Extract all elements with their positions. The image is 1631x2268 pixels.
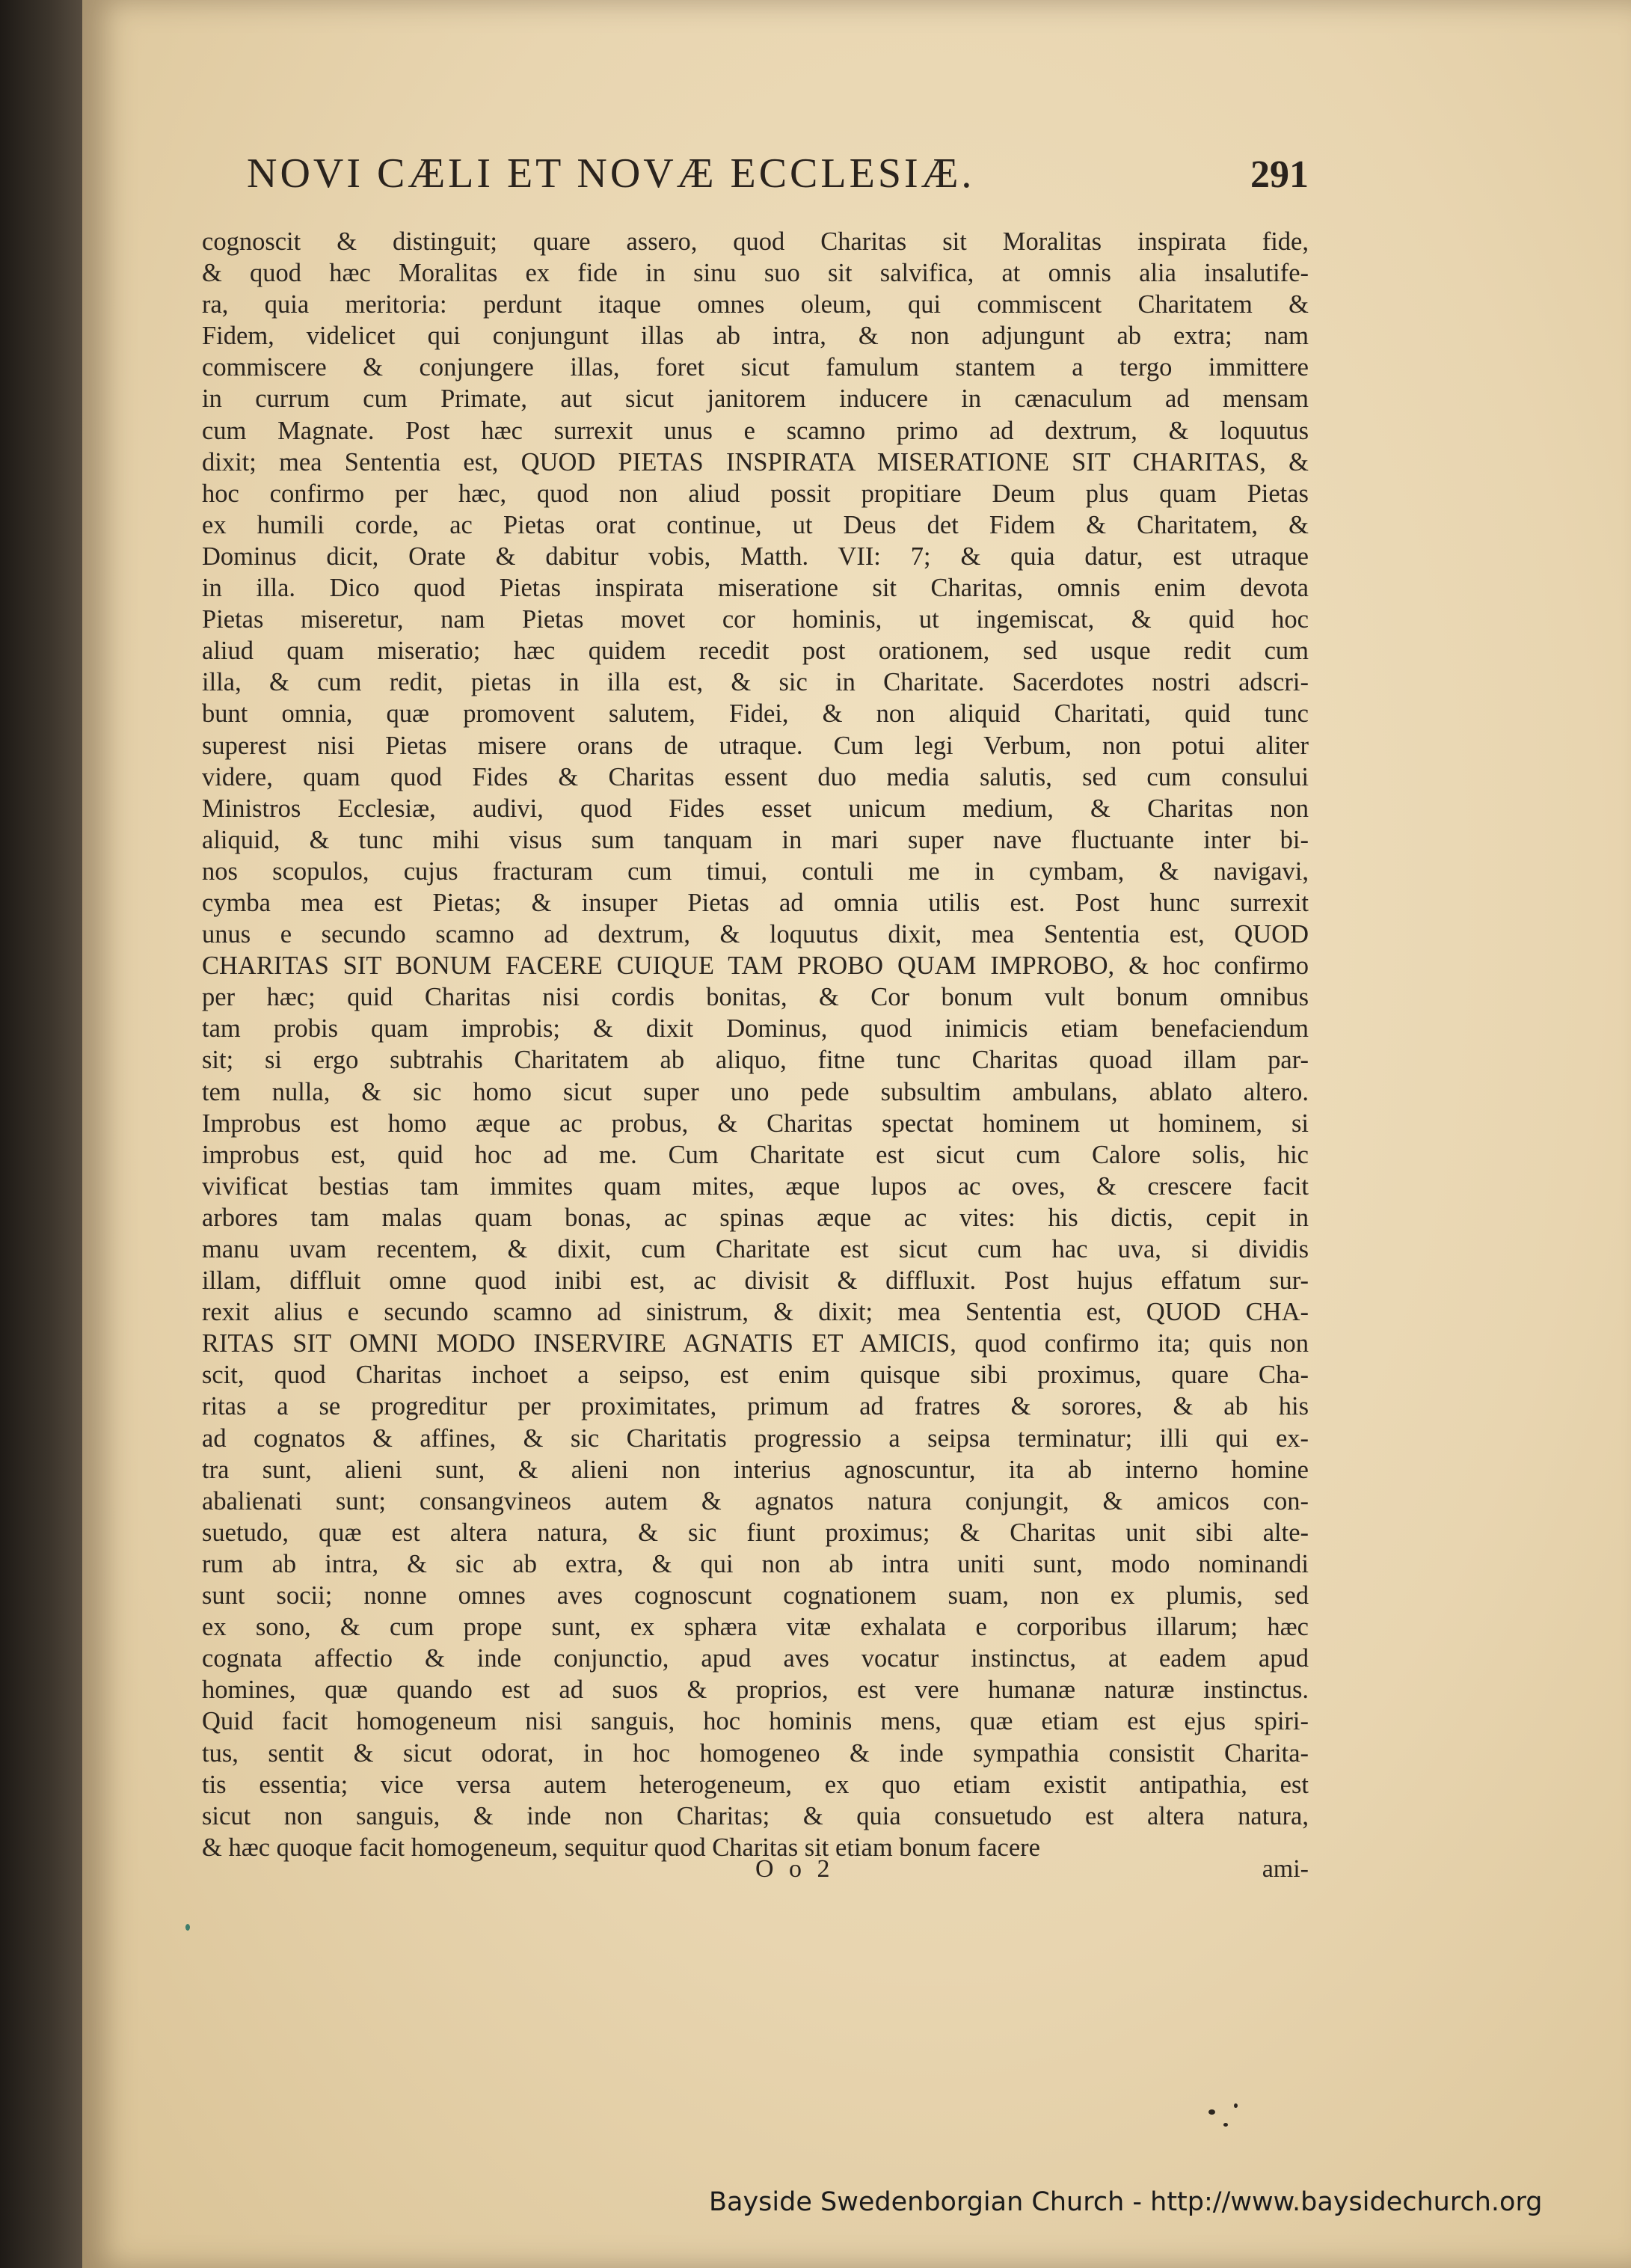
text-line: ex humili corde, ac Pietas orat continue, ut Deus det Fidem & Charitatem, &	[202, 510, 1309, 539]
text-line: in illa. Dico quod Pietas inspirata miseratione sit Charitas, omnis enim devota	[202, 574, 1309, 603]
page-footer	[202, 1855, 1309, 1884]
text-line: cognoscit & distinguit; quare assero, quod Charitas sit Moralitas inspirata fide,	[202, 227, 1309, 256]
text-line: Pietas miseretur, nam Pietas movet cor hominis, ut ingemiscat, & quid hoc	[202, 605, 1309, 634]
body-text	[202, 226, 1309, 1863]
text-line: ritas a se progreditur per proximitates, primum ad fratres & sorores, & ab his	[202, 1392, 1309, 1421]
ink-speck	[1208, 2109, 1215, 2115]
text-line: & quod hæc Moralitas ex fide in sinu suo sit salvifica, at omnis alia insalutife-	[202, 259, 1309, 288]
ink-speck	[185, 1924, 190, 1931]
text-line: Dominus dicit, Orate & dabitur vobis, Matth. VII: 7; & quia datur, est utraque	[202, 542, 1309, 571]
text-line: Fidem, videlicet qui conjungunt illas ab intra, & non adjungunt ab extra; nam	[202, 322, 1309, 351]
page-number: 291	[1250, 153, 1309, 196]
text-line: suetudo, quæ est altera natura, & sic fiunt proximus; & Charitas unit sibi alte-	[202, 1518, 1309, 1547]
text-line: superest nisi Pietas misere orans de utraque. Cum legi Verbum, non potui aliter	[202, 731, 1309, 760]
text-line: per hæc; quid Charitas nisi cordis bonitas, & Cor bonum vult bonum omnibus	[202, 983, 1309, 1012]
text-line: cymba mea est Pietas; & insuper Pietas ad omnia utilis est. Post hunc surrexit	[202, 888, 1309, 917]
text-line: dixit; mea Sententia est, QUOD PIETAS INSPIRATA MISERATIONE SIT CHARITAS, &	[202, 447, 1309, 476]
text-line: unus e secundo scamno ad dextrum, & loquutus dixit, mea Sententia est, QUOD	[202, 920, 1309, 949]
text-line: homines, quæ quando est ad suos & proprios, est vere humanæ naturæ instinctus.	[202, 1676, 1309, 1705]
text-line: tem nulla, & sic homo sicut super uno pede subsultim ambulans, ablato altero.	[202, 1077, 1309, 1106]
text-line: aliud quam miseratio; hæc quidem recedit post orationem, sed usque redit cum	[202, 637, 1309, 666]
text-line: scit, quod Charitas inchoet a seipso, est enim quisque sibi proximus, quare Cha-	[202, 1361, 1309, 1390]
text-line: Ministros Ecclesiæ, audivi, quod Fides esset unicum medium, & Charitas non	[202, 794, 1309, 823]
signature-mark: O o 2	[755, 1855, 835, 1883]
text-line: tis essentia; vice versa autem heterogeneum, ex quo etiam existit antipathia, est	[202, 1770, 1309, 1799]
text-line: Improbus est homo æque ac probus, & Charitas spectat hominem ut hominem, si	[202, 1109, 1309, 1138]
text-line: manu uvam recentem, & dixit, cum Charitate est sicut cum hac uva, si dividis	[202, 1235, 1309, 1263]
ink-speck	[1223, 2123, 1228, 2127]
text-line: ra, quia meritoria: perdunt itaque omnes oleum, qui commiscent Charitatem &	[202, 290, 1309, 319]
text-line: bunt omnia, quæ promovent salutem, Fidei, & non aliquid Charitati, quid tunc	[202, 699, 1309, 729]
text-line: RITAS SIT OMNI MODO INSERVIRE AGNATIS ET AMICIS, quod confirmo ita; quis non	[202, 1329, 1309, 1358]
watermark-text: Bayside Swedenborgian Church - http://www.baysidechurch.org	[709, 2187, 1543, 2217]
text-line: tam probis quam improbis; & dixit Dominus, quod inimicis etiam benefaciendum	[202, 1014, 1309, 1043]
running-head	[247, 150, 1309, 197]
text-line: cognata affectio & inde conjunctio, apud aves vocatur instinctus, at eadem apud	[202, 1644, 1309, 1673]
text-line: sicut non sanguis, & inde non Charitas; & quia consuetudo est altera natura,	[202, 1801, 1309, 1830]
text-line: tra sunt, alieni sunt, & alieni non interius agnoscuntur, ita ab interno homine	[202, 1455, 1309, 1484]
text-line: arbores tam malas quam bonas, ac spinas æque ac vites: his dictis, cepit in	[202, 1203, 1309, 1232]
text-line: tus, sentit & sicut odorat, in hoc homogeneo & inde sympathia consistit Charita-	[202, 1738, 1309, 1768]
text-line: & hæc quoque facit homogeneum, sequitur quod Charitas sit etiam bonum facere	[202, 1833, 1040, 1862]
text-line: Quid facit homogeneum nisi sanguis, hoc hominis mens, quæ etiam est ejus spiri-	[202, 1707, 1309, 1736]
page-title: NOVI CÆLI ET NOVÆ ECCLESIÆ.	[247, 150, 975, 197]
text-line: abalienati sunt; consangvineos autem & agnatos natura conjungit, & amicos con-	[202, 1486, 1309, 1515]
text-line: rum ab intra, & sic ab extra, & qui non ab intra uniti sunt, modo nominandi	[202, 1549, 1309, 1578]
book-binding-edge	[0, 0, 90, 2268]
text-line: improbus est, quid hoc ad me. Cum Charitate est sicut cum Calore solis, hic	[202, 1140, 1309, 1169]
text-line: hoc confirmo per hæc, quod non aliud possit propitiare Deum plus quam Pietas	[202, 479, 1309, 508]
text-line: vivificat bestias tam immites quam mites, æque lupos ac oves, & crescere facit	[202, 1171, 1309, 1201]
catchword: ami-	[1262, 1855, 1309, 1883]
text-line: sunt socii; nonne omnes aves cognoscunt cognationem suam, non ex plumis, sed	[202, 1581, 1309, 1610]
text-line: sit; si ergo subtrahis Charitatem ab aliquo, fitne tunc Charitas quoad illam par-	[202, 1046, 1309, 1075]
text-line: in currum cum Primate, aut sicut janitorem inducere in cænaculum ad mensam	[202, 384, 1309, 414]
text-line: rexit alius e secundo scamno ad sinistrum, & dixit; mea Sententia est, QUOD CHA-	[202, 1298, 1309, 1327]
text-line: illa, & cum redit, pietas in illa est, & sic in Charitate. Sacerdotes nostri adscri-	[202, 668, 1309, 697]
text-line: cum Magnate. Post hæc surrexit unus e scamno primo ad dextrum, & loquutus	[202, 416, 1309, 445]
text-line: commiscere & conjungere illas, foret sicut famulum stantem a tergo immittere	[202, 353, 1309, 382]
text-line: ex sono, & cum prope sunt, ex sphæra vitæ exhalata e corporibus illarum; hæc	[202, 1613, 1309, 1642]
text-line: ad cognatos & affines, & sic Charitatis progressio a seipsa terminatur; illi qui ex-	[202, 1423, 1309, 1453]
text-line: nos scopulos, cujus fracturam cum timui, contuli me in cymbam, & navigavi,	[202, 856, 1309, 886]
ink-speck	[1234, 2103, 1238, 2108]
text-line: CHARITAS SIT BONUM FACERE CUIQUE TAM PROBO QUAM IMPROBO, & hoc confirmo	[202, 951, 1309, 981]
text-line: videre, quam quod Fides & Charitas essent duo media salutis, sed cum consului	[202, 762, 1309, 791]
text-line: aliquid, & tunc mihi visus sum tanquam in mari super nave fluctuante inter bi-	[202, 825, 1309, 854]
text-line: illam, diffluit omne quod inibi est, ac divisit & diffluxit. Post hujus effatum sur-	[202, 1266, 1309, 1296]
